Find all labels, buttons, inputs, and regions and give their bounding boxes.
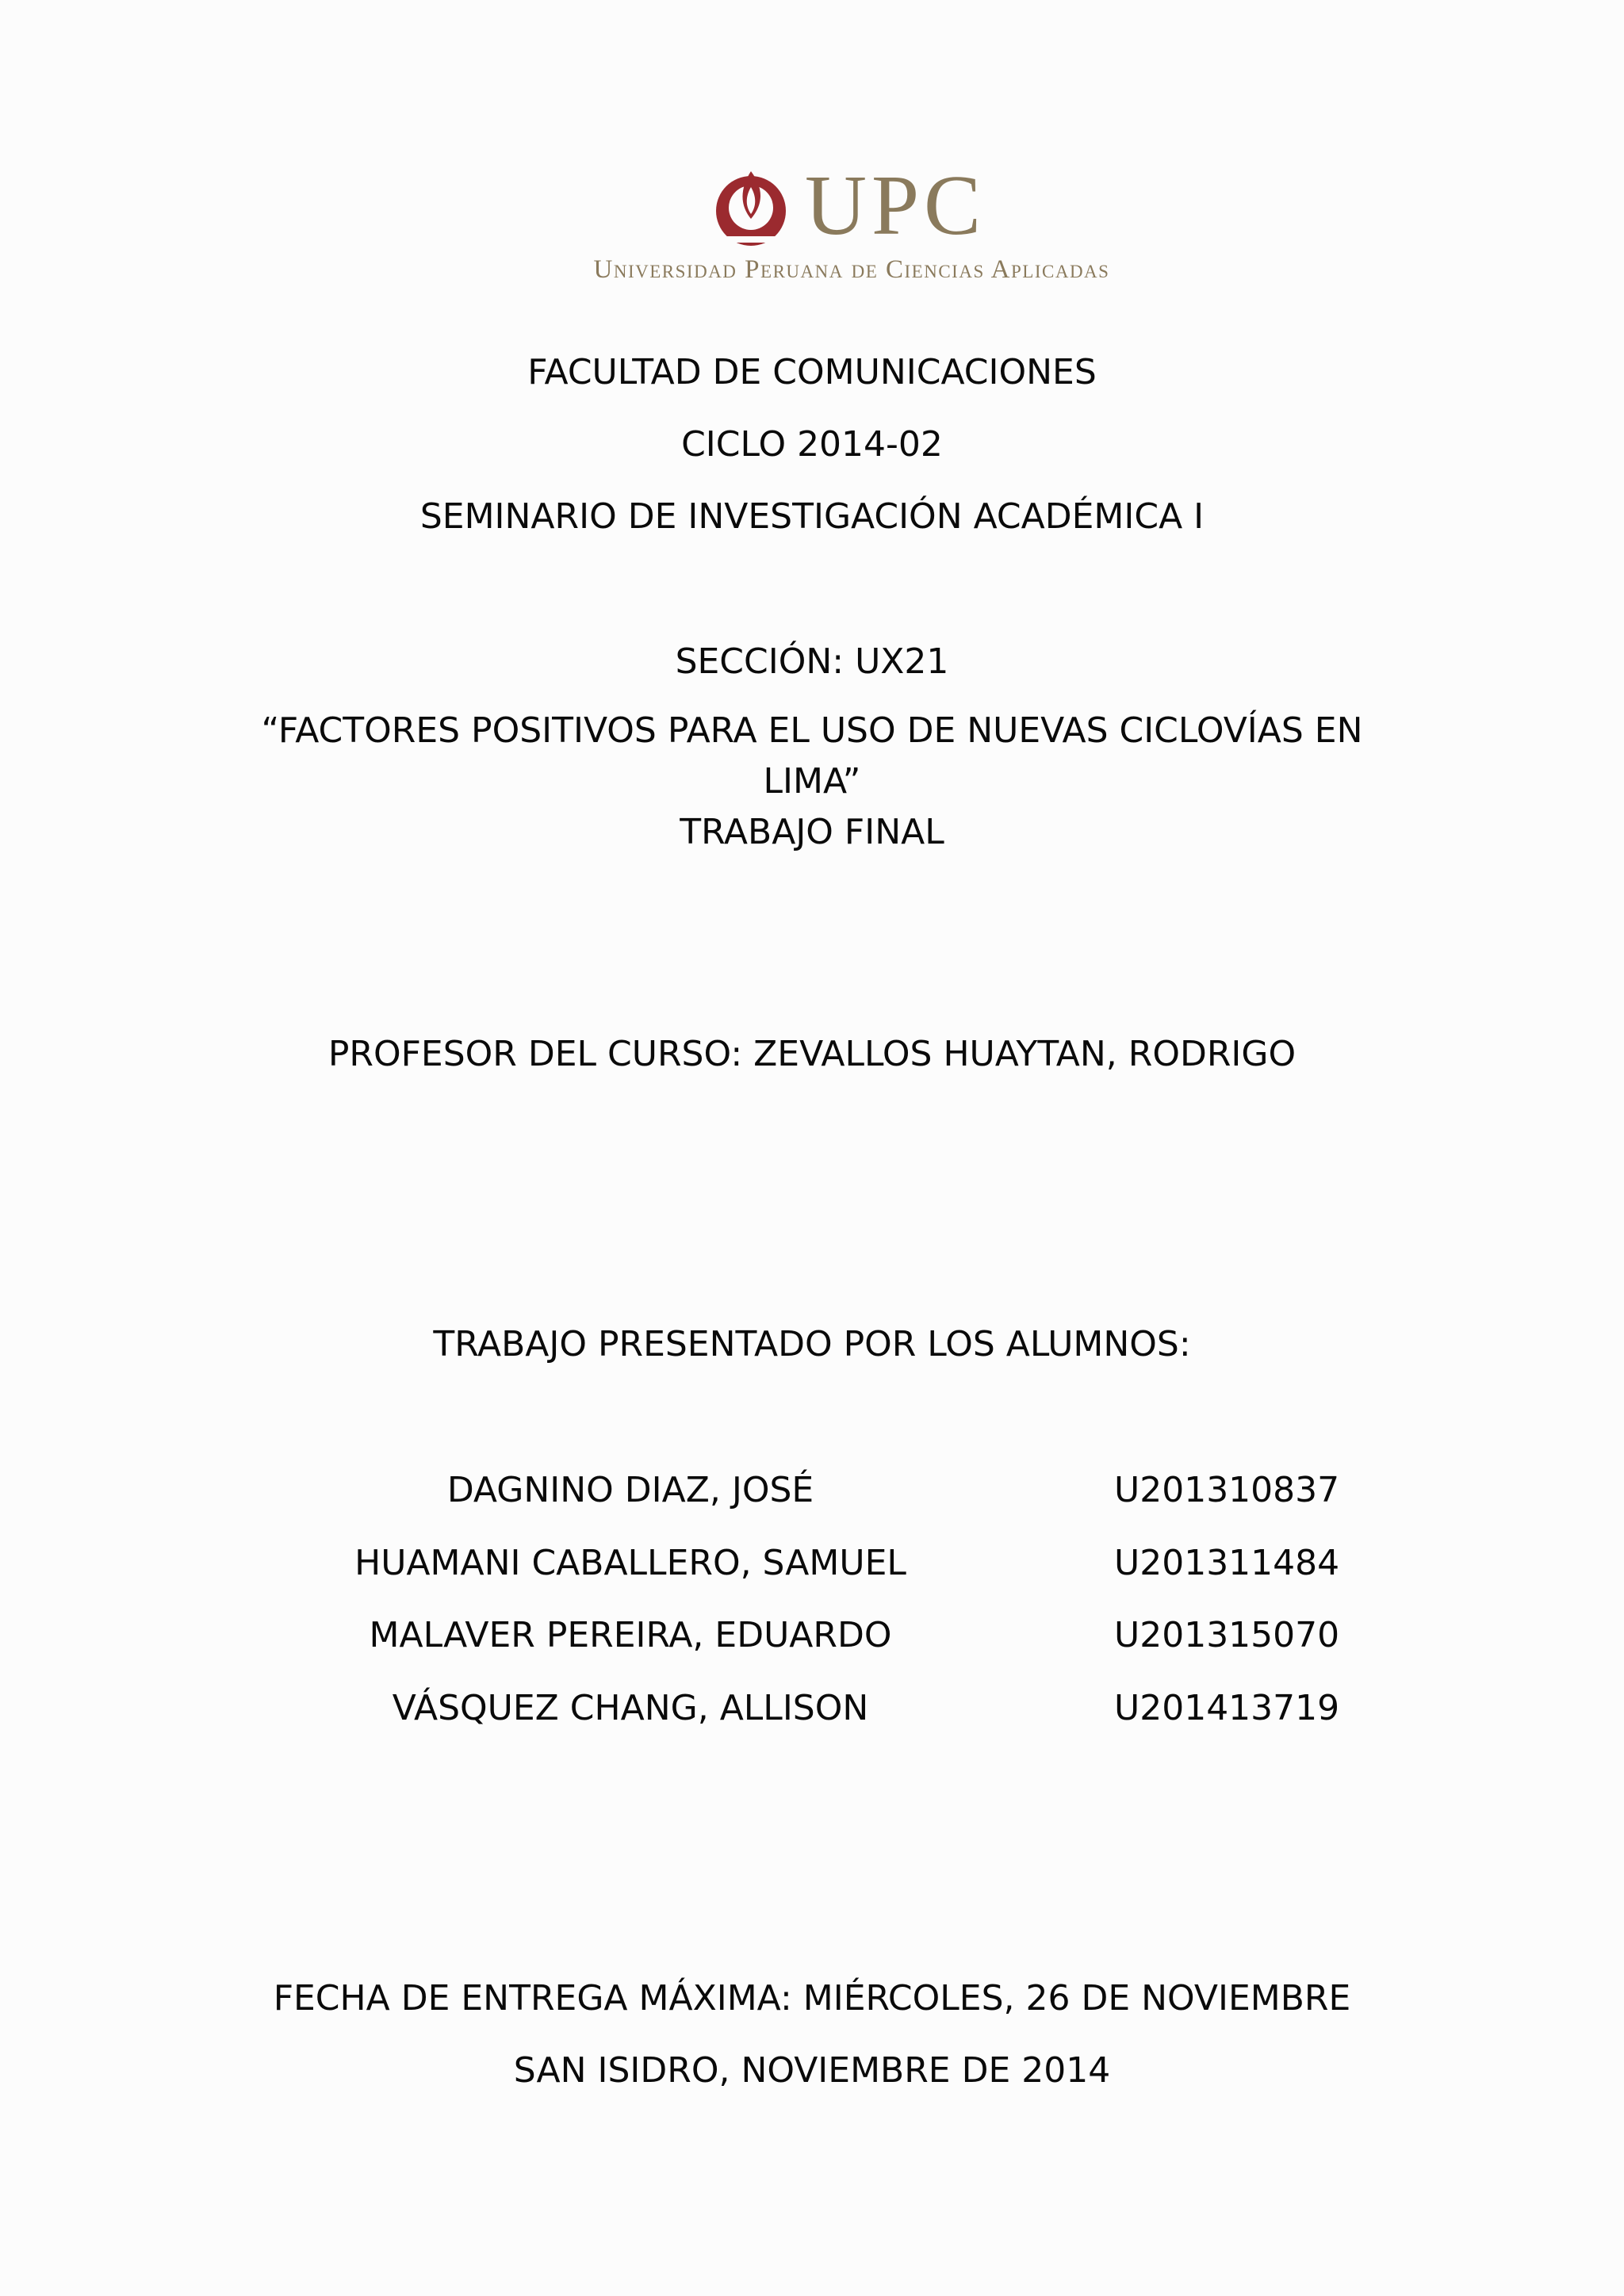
student-name: MALAVER PEREIRA, EDUARDO	[369, 1615, 892, 1655]
university-logo	[0, 155, 1624, 290]
student-code: U201315070	[1114, 1615, 1340, 1655]
student-code: U201310837	[1114, 1470, 1340, 1510]
students-heading: TRABAJO PRESENTADO POR LOS ALUMNOS:	[433, 1324, 1191, 1364]
student-name: DAGNINO DIAZ, JOSÉ	[446, 1470, 814, 1510]
course-line: SEMINARIO DE INVESTIGACIÓN ACADÉMICA I	[419, 496, 1205, 537]
cycle-line: CICLO 2014-02	[681, 424, 943, 465]
student-name: HUAMANI CABALLERO, SAMUEL	[354, 1543, 906, 1583]
student-code: U201413719	[1114, 1688, 1340, 1728]
logo-wordmark: UPC	[805, 159, 986, 253]
title-subtitle: TRABAJO FINAL	[680, 812, 944, 852]
student-row	[0, 1683, 1624, 1734]
due-date-line: FECHA DE ENTREGA MÁXIMA: MIÉRCOLES, 26 DE NOVIEMBRE	[273, 1978, 1351, 2019]
student-row	[0, 1538, 1624, 1589]
logo-tagline: Universidad Peruana de Ciencias Aplicadas	[593, 255, 1110, 284]
student-code: U201311484	[1114, 1543, 1340, 1583]
title-line-1: “FACTORES POSITIVOS PARA EL USO DE NUEVAS CICLOVÍAS EN	[261, 710, 1363, 751]
student-row	[0, 1465, 1624, 1516]
student-row	[0, 1610, 1624, 1661]
upc-flame-icon	[707, 163, 795, 251]
place-date-line: SAN ISIDRO, NOVIEMBRE DE 2014	[513, 2050, 1111, 2091]
professor-line: PROFESOR DEL CURSO: ZEVALLOS HUAYTAN, RODRIGO	[327, 1034, 1297, 1074]
title-line-2: LIMA”	[763, 761, 861, 802]
work-title	[0, 706, 1624, 858]
student-name: VÁSQUEZ CHANG, ALLISON	[392, 1688, 869, 1728]
faculty-line: FACULTAD DE COMUNICACIONES	[527, 352, 1097, 392]
section-line: SECCIÓN: UX21	[675, 641, 949, 682]
